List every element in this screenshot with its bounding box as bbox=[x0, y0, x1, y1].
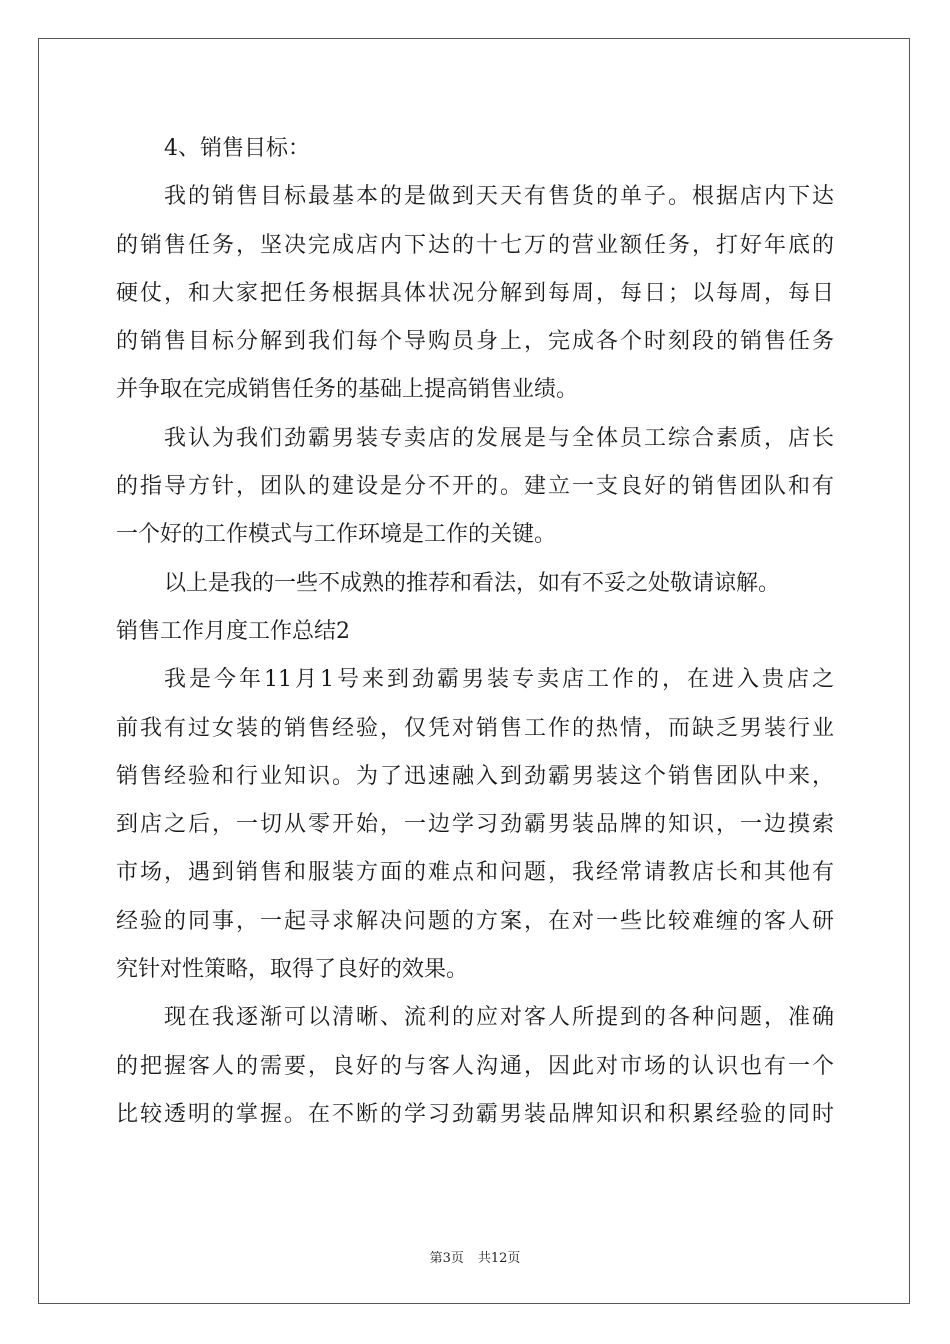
body-line: 的销售任务，坚决完成店内下达的十七万的营业额任务，打好年底的 bbox=[116, 232, 834, 258]
body-line: 以上是我的一些不成熟的推荐和看法，如有不妥之处敬请谅解。 bbox=[164, 570, 781, 596]
body-line: 现在我逐渐可以清晰、流利的应对客人所提到的各种问题，准确 bbox=[164, 1005, 834, 1031]
body-line: 比较透明的掌握。在不断的学习劲霸男装品牌知识和积累经验的同时 bbox=[116, 1101, 834, 1127]
body-line: 销售经验和行业知识。为了迅速融入到劲霸男装这个销售团队中来， bbox=[116, 763, 834, 789]
body-line: 到店之后，一切从零开始，一边学习劲霸男装品牌的知识，一边摸索 bbox=[116, 812, 834, 838]
section-heading: 销售工作月度工作总结2 bbox=[116, 618, 350, 644]
body-line: 的把握客人的需要，良好的与客人沟通，因此对市场的认识也有一个 bbox=[116, 1053, 834, 1079]
document-body bbox=[116, 125, 834, 1139]
body-line: 并争取在完成销售任务的基础上提高销售业绩。 bbox=[116, 377, 579, 403]
page-footer bbox=[0, 1247, 950, 1266]
body-line: 的销售目标分解到我们每个导购员身上，完成各个时刻段的销售任务 bbox=[116, 329, 834, 355]
body-line: 的指导方针，团队的建设是分不开的。建立一支良好的销售团队和有 bbox=[116, 474, 834, 500]
body-line: 一个好的工作模式与工作环境是工作的关键。 bbox=[116, 522, 557, 548]
body-line: 硬仗，和大家把任务根据具体状况分解到每周，每日；以每周，每日 bbox=[116, 280, 834, 306]
body-line: 我是今年11月1号来到劲霸男装专卖店工作的，在进入贵店之 bbox=[164, 667, 834, 693]
body-line: 究针对性策略，取得了良好的效果。 bbox=[116, 957, 469, 983]
body-line: 4、销售目标： bbox=[164, 136, 310, 161]
body-line: 前我有过女装的销售经验，仅凭对销售工作的热情，而缺乏男装行业 bbox=[116, 715, 834, 741]
body-line: 市场，遇到销售和服装方面的难点和问题，我经常请教店长和其他有 bbox=[116, 860, 834, 886]
body-line: 经验的同事，一起寻求解决问题的方案，在对一些比较难缠的客人研 bbox=[116, 908, 834, 934]
page-number: 第3页 bbox=[429, 1251, 464, 1266]
body-line: 我认为我们劲霸男装专卖店的发展是与全体员工综合素质，店长 bbox=[164, 425, 834, 451]
page-total: 共12页 bbox=[477, 1251, 521, 1266]
body-line: 我的销售目标最基本的是做到天天有售货的单子。根据店内下达 bbox=[164, 184, 834, 210]
